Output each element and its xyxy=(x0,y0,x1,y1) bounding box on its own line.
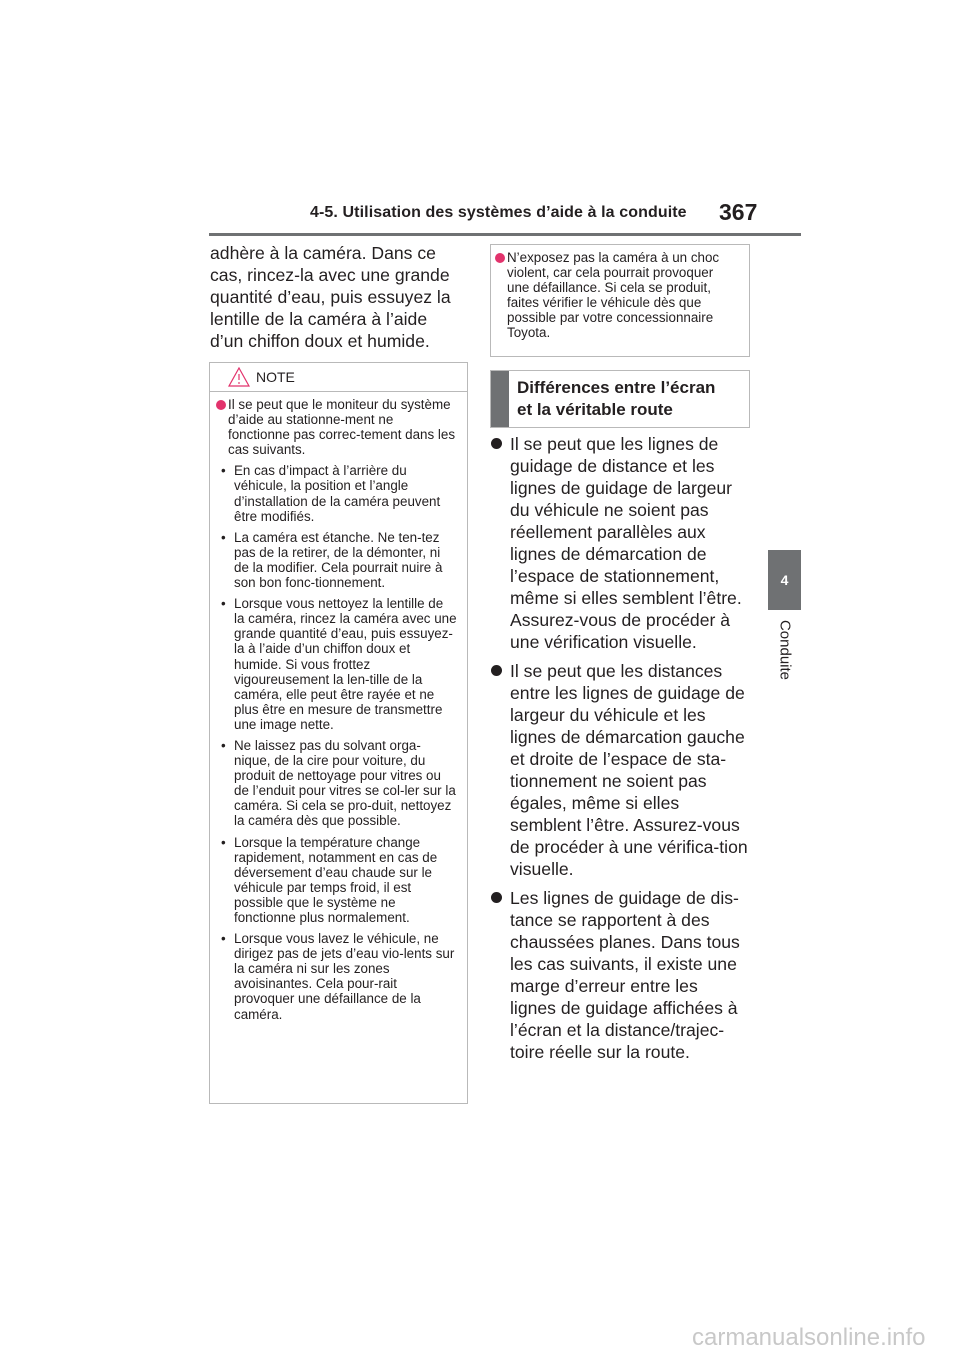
note-body xyxy=(210,392,467,1022)
list-item xyxy=(490,433,748,653)
note-header xyxy=(210,363,467,392)
list-item-text: Les lignes de guidage de dis-tance se rapportent à des chaussées planes. Dans tous les cas suivants, il existe une marge d’erreur entre les lignes de guidage affichées à l’écran et la distance/trajec-toire réelle sur la route. xyxy=(510,888,740,1062)
list-item-text: Il se peut que les distances entre les lignes de guidage de largeur du véhicule et les lignes de démarcation gauche et droite de l’espace de sta-tionnement ne soient pas égales, même si elles semblent l’être. Assurez-vous de procéder à une vérifica-tion visuelle. xyxy=(510,661,748,879)
watermark: carmanualsonline.info xyxy=(692,1324,926,1351)
note-sub-text: Ne laissez pas du solvant orga-nique, de la cire pour voiture, du produit de nettoyage pour vitres ou de l’enduit pour vitres se col-ler sur la caméra. Si cela se pro-duit, nettoyez la caméra dès que possible. xyxy=(234,737,456,829)
bullet-icon xyxy=(491,438,502,449)
chapter-label: Conduite xyxy=(776,619,794,681)
section-header-title: 4-5. Utilisation des systèmes d’aide à la conduite xyxy=(310,204,687,221)
note-sub-item: • Lorsque vous lavez le véhicule, ne dirigez pas de jets d’eau vio-lents sur la caméra ni sur les zones avoisinantes. Cela pour-rait provoquer une défaillance de la caméra. xyxy=(221,931,455,1022)
intro-line: d’un chiffon doux et humide. xyxy=(210,331,430,351)
heading-line: Différences entre l’écran xyxy=(517,378,716,397)
note-sub-item: • En cas d’impact à l’arrière du véhicule, la position et l’angle d’installation de la caméra peuvent être modifiés. xyxy=(221,463,441,524)
note-main-item xyxy=(216,397,457,457)
bullet-dot-icon xyxy=(495,253,505,263)
note-sub-text: La caméra est étanche. Ne ten-tez pas de la retirer, de la démonter, ni de la modifier. Cela pourrait nuire à son bon fonc-tionnement. xyxy=(234,529,443,591)
note-sub-text: En cas d’impact à l’arrière du véhicule, la position et l’angle d’installation de la caméra peuvent être modifiés. xyxy=(234,463,441,524)
note-sub-item: • Lorsque vous nettoyez la lentille de la caméra, rincez la caméra avec une grande quantité d’eau, puis essuyez-la à l’aide d’un chiffon doux et humide. Si vous frottez vigoureusement la len-tille de la caméra, elle peut être rayée et ne plus être en mesure de transmettre une image nette. xyxy=(221,596,457,732)
note-box xyxy=(209,362,468,1104)
list-item-text: Il se peut que les lignes de guidage de distance et les lignes de guidage de largeur du véhicule ne soient pas réellement parallèles aux lignes de démarcation de l’espace de stationnement, même si elles semblent l’être. Assurez-vous de procéder à une vérification visuelle. xyxy=(510,434,742,652)
chapter-number: 4 xyxy=(780,572,789,588)
intro-line: cas, rincez-la avec une grande xyxy=(210,265,450,285)
note-sub-item: • La caméra est étanche. Ne ten-tez pas de la retirer, de la démonter, ni de la modifier. Cela pourrait nuire à son bon fonc-tionnement. xyxy=(221,529,443,591)
note-continuation-box xyxy=(490,244,750,357)
intro-paragraph xyxy=(210,242,472,352)
warning-icon xyxy=(228,367,250,387)
bullet-dot-icon xyxy=(216,400,226,410)
header-rule xyxy=(209,233,801,236)
note-sub-text: Lorsque vous nettoyez la lentille de la caméra, rincez la caméra avec une grande quantité d’eau, puis essuyez-la à l’aide d’un chiffon doux et humide. Si vous frottez vigoureusement la len-tille de la caméra, elle peut être rayée et ne plus être en mesure de transmettre une image nette. xyxy=(234,596,457,732)
list-item xyxy=(490,887,748,1063)
note-label: NOTE xyxy=(256,369,295,385)
section-heading-text xyxy=(517,377,715,421)
section-heading xyxy=(490,370,750,428)
note-continuation-text: N’exposez pas la caméra à un choc violent, car cela pourrait provoquer une défaillance. Si cela se produit, faites vérifier le véhicule dès que possible par votre concessionnaire Toyota. xyxy=(507,250,720,341)
page-number: 367 xyxy=(719,199,758,225)
note-sub-item: • Lorsque la température change rapidement, notamment en cas de déversement d’eau chaude sur le véhicule par temps froid, il est possible que le système ne fonctionne plus normalement. xyxy=(221,834,438,925)
note-continuation-item xyxy=(495,250,739,341)
note-sub-item: • Ne laissez pas du solvant orga-nique, de la cire pour voiture, du produit de nettoyage pour vitres ou de l’enduit pour vitres se col-ler sur la caméra. Si cela se pro-duit, nettoyez la caméra dès que possible. xyxy=(221,737,456,829)
bullet-icon xyxy=(491,892,502,903)
note-main-text: Il se peut que le moniteur du système d’aide au stationne-ment ne fonctionne pas correc-tement dans les cas suivants. xyxy=(228,397,456,458)
list-item xyxy=(490,660,748,880)
intro-line: lentille de la caméra à l’aide xyxy=(210,309,428,329)
note-sub-text: Lorsque la température change rapidement, notamment en cas de déversement d’eau chaude sur le véhicule par temps froid, il est possible que le système ne fonctionne plus normalement. xyxy=(234,834,438,925)
bullet-icon xyxy=(491,665,502,676)
chapter-tab[interactable] xyxy=(768,550,801,610)
heading-bar xyxy=(491,371,509,427)
heading-line: et la véritable route xyxy=(517,400,673,419)
section-bullets xyxy=(490,433,748,1070)
intro-line: adhère à la caméra. Dans ce xyxy=(210,243,436,263)
note-sub-text: Lorsque vous lavez le véhicule, ne dirigez pas de jets d’eau vio-lents sur la caméra ni sur les zones avoisinantes. Cela pour-rait provoquer une défaillance de la caméra. xyxy=(234,931,455,1022)
intro-line: quantité d’eau, puis essuyez la xyxy=(210,287,451,307)
